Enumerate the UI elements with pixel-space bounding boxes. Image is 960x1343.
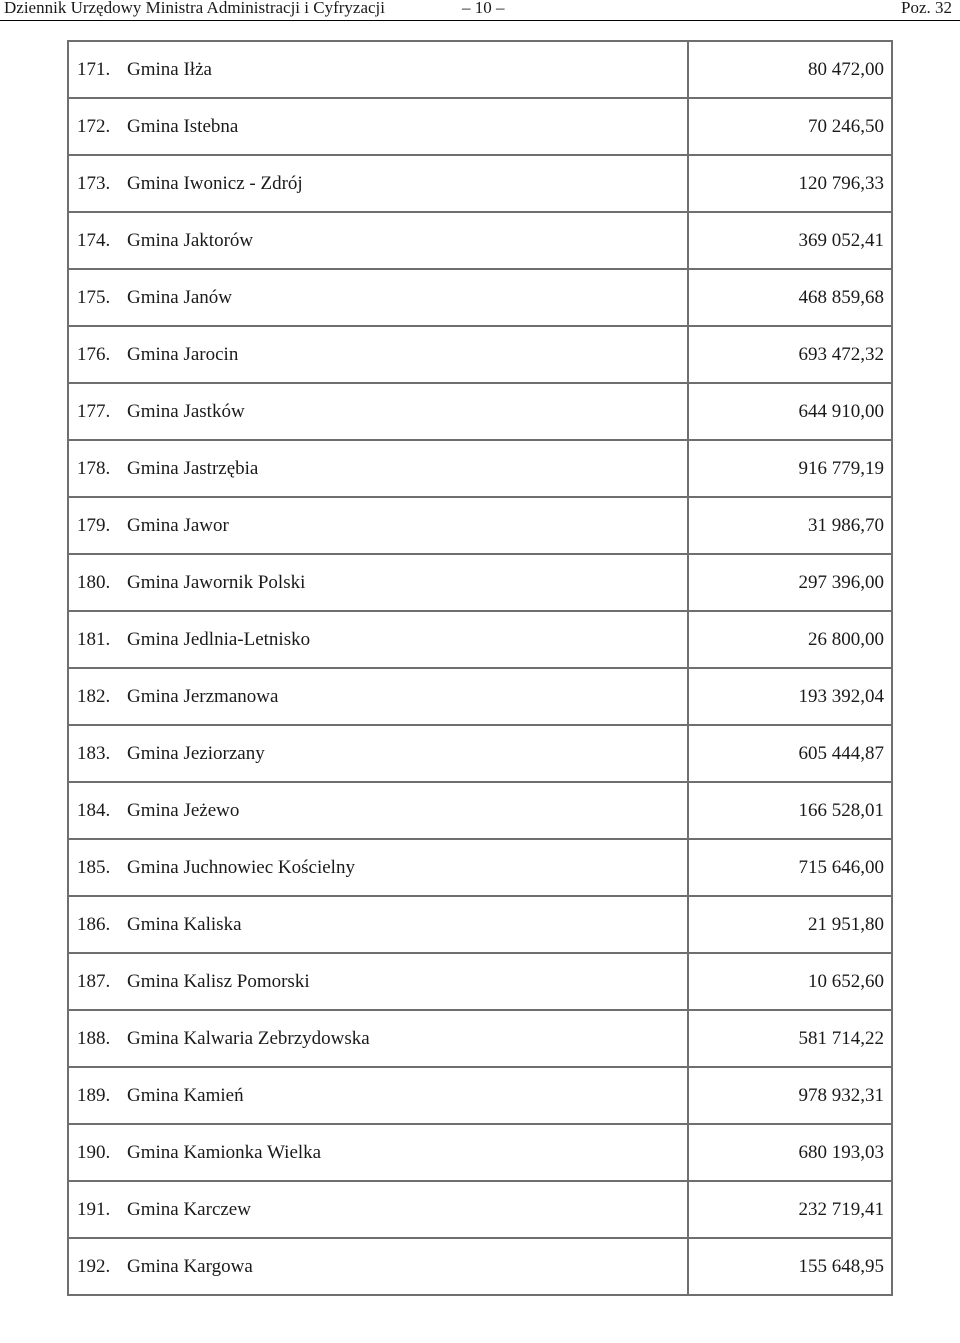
table-row: [68, 611, 892, 668]
municipality-cell: [68, 953, 688, 1010]
table-row: [68, 269, 892, 326]
municipality-cell: [68, 155, 688, 212]
municipality-name: Gmina Jawor: [127, 514, 229, 536]
municipality-cell: [68, 1181, 688, 1238]
row-number: 179.: [77, 514, 111, 536]
municipality-name: Gmina Kargowa: [127, 1255, 253, 1277]
municipality-cell: [68, 1238, 688, 1295]
municipality-cell: [68, 383, 688, 440]
municipality-name: Gmina Kamionka Wielka: [127, 1141, 322, 1163]
row-number: 190.: [77, 1141, 111, 1163]
municipality-name: Gmina Janów: [127, 286, 233, 308]
amount-cell: 10 652,60: [688, 953, 893, 1010]
municipality-cell: [68, 611, 688, 668]
municipality-cell: [68, 554, 688, 611]
row-number: 177.: [77, 400, 111, 422]
amount-cell: 581 714,22: [688, 1010, 893, 1067]
municipality-cell: [68, 41, 688, 98]
table-row: [68, 1010, 892, 1067]
municipality-cell: [68, 440, 688, 497]
amount-cell: 468 859,68: [688, 269, 893, 326]
row-number: 185.: [77, 856, 111, 878]
row-number: 182.: [77, 685, 111, 707]
municipality-name: Gmina Kamień: [127, 1084, 244, 1106]
position-number: Poz. 32: [901, 0, 952, 17]
amount-cell: 605 444,87: [688, 725, 893, 782]
table-row: [68, 212, 892, 269]
municipality-cell: [68, 1124, 688, 1181]
municipality-cell: [68, 98, 688, 155]
header-rule: [0, 20, 960, 21]
table-row: [68, 440, 892, 497]
row-number: 173.: [77, 172, 111, 194]
amount-cell: 693 472,32: [688, 326, 893, 383]
page-number: – 10 –: [462, 0, 505, 17]
row-number: 176.: [77, 343, 111, 365]
table-row: [68, 98, 892, 155]
amount-cell: 166 528,01: [688, 782, 893, 839]
municipality-cell: [68, 668, 688, 725]
table-row: [68, 1238, 892, 1295]
row-number: 191.: [77, 1198, 111, 1220]
amount-cell: 21 951,80: [688, 896, 893, 953]
journal-title: Dziennik Urzędowy Ministra Administracji i Cyfryzacji: [4, 0, 385, 17]
amount-cell: 232 719,41: [688, 1181, 893, 1238]
table-row: [68, 953, 892, 1010]
table-row: [68, 383, 892, 440]
municipality-cell: [68, 1067, 688, 1124]
amount-cell: 978 932,31: [688, 1067, 893, 1124]
table-row: [68, 725, 892, 782]
table-row: [68, 839, 892, 896]
amount-cell: 193 392,04: [688, 668, 893, 725]
municipality-cell: [68, 896, 688, 953]
municipality-name: Gmina Iwonicz - Zdrój: [127, 172, 303, 194]
row-number: 183.: [77, 742, 111, 764]
row-number: 175.: [77, 286, 111, 308]
municipality-name: Gmina Jastków: [127, 400, 245, 422]
municipality-name: Gmina Istebna: [127, 115, 239, 137]
municipality-name: Gmina Iłża: [127, 58, 212, 80]
municipality-cell: [68, 326, 688, 383]
page-header: [0, 0, 960, 22]
table-row: [68, 326, 892, 383]
table-row: [68, 497, 892, 554]
row-number: 171.: [77, 58, 111, 80]
municipality-cell: [68, 269, 688, 326]
municipality-name: Gmina Karczew: [127, 1198, 251, 1220]
municipality-name: Gmina Jedlnia-Letnisko: [127, 628, 311, 650]
table-row: [68, 554, 892, 611]
row-number: 188.: [77, 1027, 111, 1049]
municipality-cell: [68, 212, 688, 269]
amount-cell: 26 800,00: [688, 611, 893, 668]
row-number: 172.: [77, 115, 111, 137]
amount-cell: 916 779,19: [688, 440, 893, 497]
table-row: [68, 1181, 892, 1238]
municipality-name: Gmina Juchnowiec Kościelny: [127, 856, 355, 878]
municipality-name: Gmina Jerzmanowa: [127, 685, 279, 707]
amount-cell: 297 396,00: [688, 554, 893, 611]
table-row: [68, 155, 892, 212]
table-row: [68, 1124, 892, 1181]
row-number: 181.: [77, 628, 111, 650]
amount-cell: 369 052,41: [688, 212, 893, 269]
municipality-name: Gmina Jastrzębia: [127, 457, 259, 479]
amount-cell: 715 646,00: [688, 839, 893, 896]
municipality-name: Gmina Kalisz Pomorski: [127, 970, 310, 992]
municipality-name: Gmina Kaliska: [127, 913, 242, 935]
row-number: 178.: [77, 457, 111, 479]
municipality-cell: [68, 725, 688, 782]
table-body: [68, 41, 892, 1295]
municipality-name: Gmina Kalwaria Zebrzydowska: [127, 1027, 370, 1049]
amount-cell: 80 472,00: [688, 41, 893, 98]
amount-cell: 680 193,03: [688, 1124, 893, 1181]
municipality-cell: [68, 839, 688, 896]
municipality-name: Gmina Jarocin: [127, 343, 239, 365]
table-row: [68, 668, 892, 725]
municipality-name: Gmina Jeżewo: [127, 799, 240, 821]
row-number: 187.: [77, 970, 111, 992]
row-number: 184.: [77, 799, 111, 821]
table-row: [68, 41, 892, 98]
row-number: 186.: [77, 913, 111, 935]
municipality-name: Gmina Jeziorzany: [127, 742, 265, 764]
row-number: 189.: [77, 1084, 111, 1106]
municipality-cell: [68, 497, 688, 554]
amount-cell: 120 796,33: [688, 155, 893, 212]
amount-cell: 70 246,50: [688, 98, 893, 155]
table-row: [68, 782, 892, 839]
municipality-name: Gmina Jaktorów: [127, 229, 254, 251]
amount-cell: 31 986,70: [688, 497, 893, 554]
municipality-cell: [68, 1010, 688, 1067]
municipality-cell: [68, 782, 688, 839]
table-row: [68, 1067, 892, 1124]
table-row: [68, 896, 892, 953]
amount-cell: 155 648,95: [688, 1238, 893, 1295]
row-number: 192.: [77, 1255, 111, 1277]
row-number: 180.: [77, 571, 111, 593]
allocation-table: [67, 40, 893, 1296]
municipality-name: Gmina Jawornik Polski: [127, 571, 306, 593]
row-number: 174.: [77, 229, 111, 251]
amount-cell: 644 910,00: [688, 383, 893, 440]
